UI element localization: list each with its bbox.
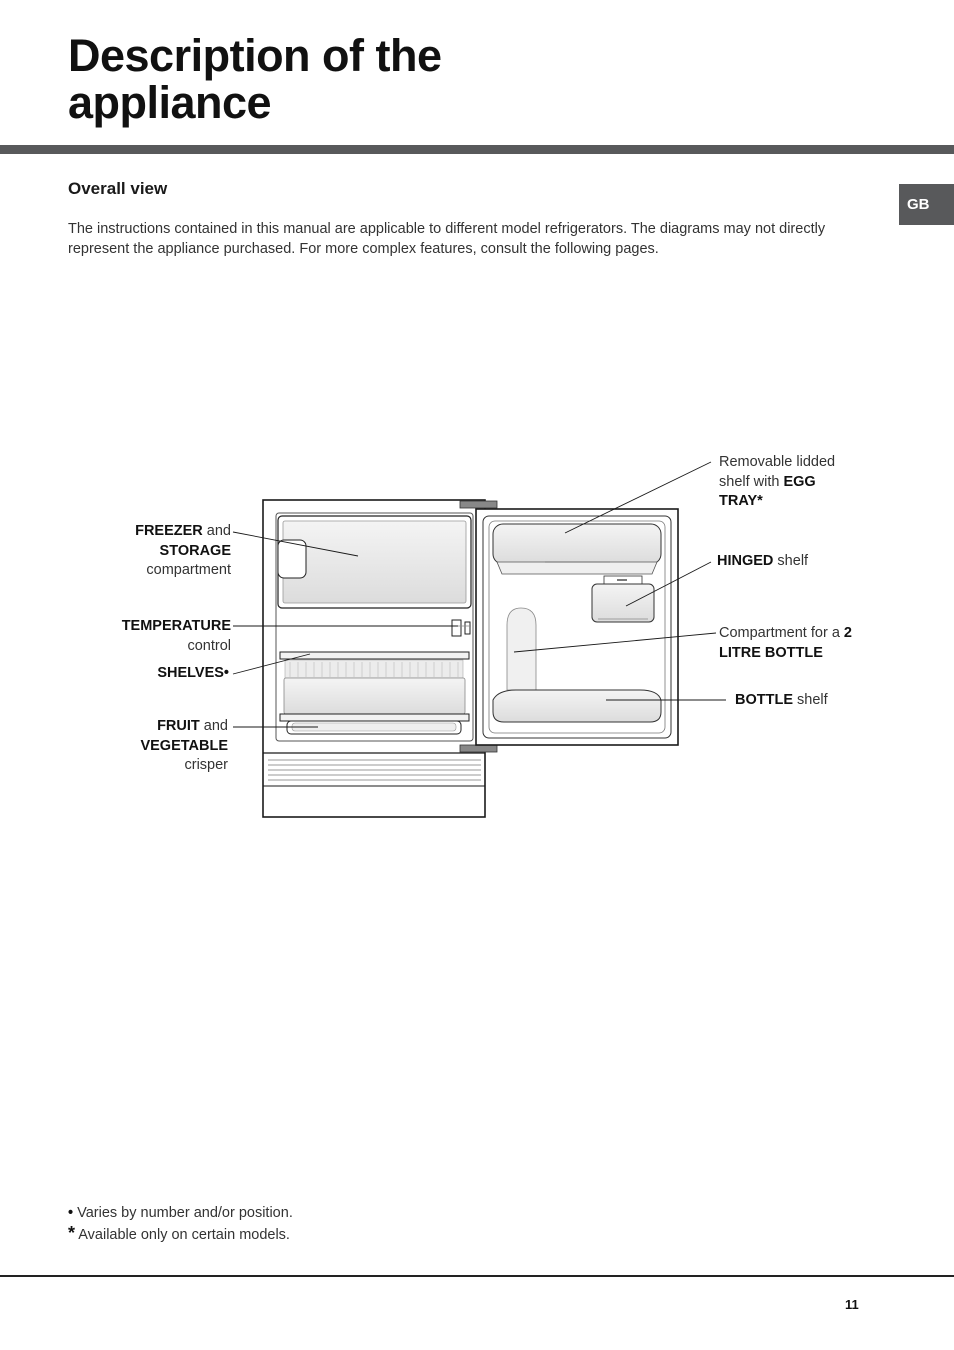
footnote-varies-text: Varies by number and/or position. — [73, 1205, 293, 1221]
label-bottle-comp-text: Compartment for a — [719, 625, 844, 641]
page-title — [68, 32, 442, 126]
label-egg-tray — [719, 453, 879, 512]
callout-lines — [233, 462, 726, 727]
asterisk-mark: * — [68, 1222, 76, 1243]
fridge-door — [476, 509, 678, 745]
footnote-varies — [68, 1204, 293, 1224]
label-control: control — [187, 637, 231, 654]
label-shelves — [110, 664, 229, 684]
label-freezer — [110, 522, 231, 581]
label-bottle-comp-2: 2 — [843, 625, 852, 641]
language-tab: GB — [899, 184, 954, 225]
label-fruit — [110, 717, 228, 776]
label-compartment: compartment — [146, 562, 231, 578]
bottle-compartment — [507, 608, 536, 690]
label-litre-bottle: LITRE BOTTLE — [719, 644, 823, 661]
page-title-line-2: appliance — [68, 77, 272, 128]
header-rule — [0, 145, 954, 154]
section-heading: Overall view — [68, 179, 168, 198]
label-bottle-compartment — [719, 624, 889, 663]
door-hinges — [460, 501, 497, 752]
footer-rule — [0, 1275, 954, 1277]
bullet-mark: • — [68, 1205, 74, 1221]
label-bottle-bold: BOTTLE — [735, 692, 793, 708]
label-temperature — [100, 617, 231, 656]
label-freezer-bold: FREEZER — [135, 523, 203, 539]
label-freezer-and: and — [202, 523, 231, 539]
label-shelves-bold: SHELVES• — [157, 665, 229, 681]
bottle-shelf — [493, 690, 661, 722]
label-hinged — [717, 552, 867, 572]
label-bottle-shelf — [735, 691, 875, 711]
freezer-compartment — [278, 516, 471, 608]
label-vegetable-bold: VEGETABLE — [140, 737, 228, 754]
label-storage-bold: STORAGE — [159, 542, 231, 559]
fridge-cabinet — [263, 500, 485, 817]
label-crisper: crisper — [184, 757, 228, 773]
label-tray-bold: TRAY* — [719, 493, 763, 509]
label-bottle-shelf-text: shelf — [793, 692, 828, 708]
label-egg-line2: shelf with — [719, 473, 784, 490]
label-fruit-and: and — [199, 718, 228, 734]
egg-tray-shelf — [493, 524, 661, 574]
vegetable-crisper — [280, 678, 469, 734]
footnote-available — [68, 1224, 293, 1246]
label-fruit-bold: FRUIT — [157, 718, 200, 734]
shelves — [280, 652, 469, 678]
label-hinged-shelf: shelf — [773, 553, 809, 569]
hinged-shelf — [592, 576, 654, 622]
page-title-line-1: Description of the — [68, 30, 442, 81]
label-egg-line1: Removable lidded — [719, 454, 836, 470]
footnote-available-text: Available only on certain models. — [75, 1226, 290, 1243]
intro-paragraph: The instructions contained in this manual are applicable to different model refrigerators. The diagrams may not directly represent the appliance purchased. For more complex features, consult the following pages. — [68, 221, 826, 257]
label-hinged-bold: HINGED — [717, 553, 774, 569]
footnotes — [68, 1204, 293, 1245]
page-number: 11 — [845, 1297, 859, 1312]
temperature-control — [276, 620, 471, 636]
label-egg-bold: EGG — [783, 473, 816, 490]
label-temperature-bold: TEMPERATURE — [121, 618, 231, 634]
